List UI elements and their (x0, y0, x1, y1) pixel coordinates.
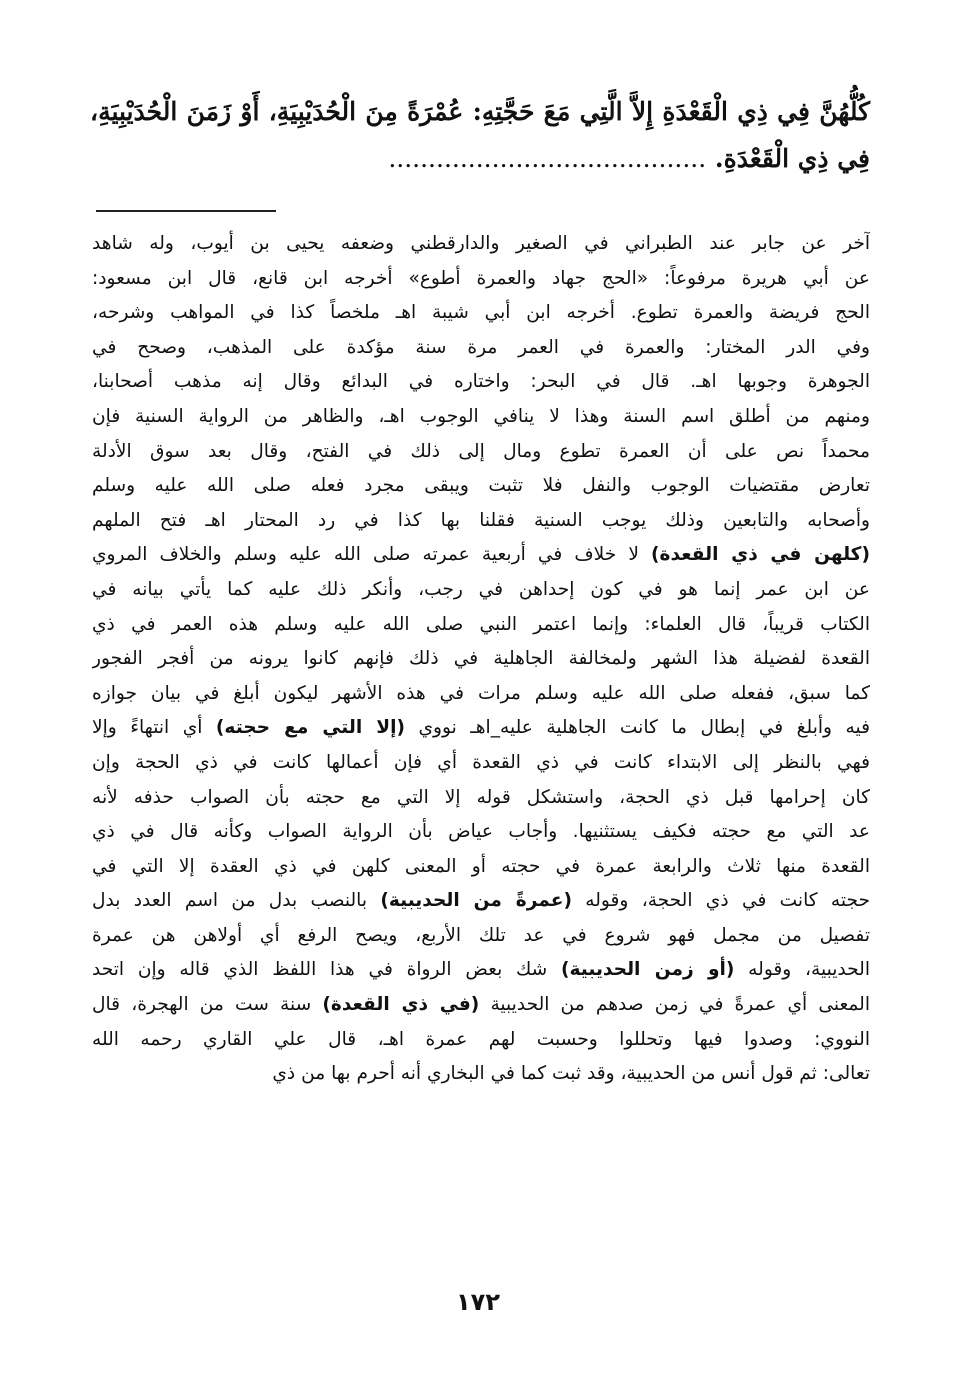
commentary-text: الحديبية، وقوله (734, 959, 870, 981)
commentary-footnote (92, 227, 870, 1092)
commentary-line (92, 608, 870, 643)
hadith-trailing-dots: ........................................ (388, 144, 707, 173)
commentary-text: الحج فريضة والعمرة تطوع. أخرجه ابن أبي شيبة اهـ ملخصاً كذا في المواهب وشرحه، (92, 302, 870, 324)
quoted-hadith-phrase: (في ذي القعدة) (322, 994, 480, 1016)
footnote-separator-rule (96, 210, 276, 212)
commentary-text: أي انتهاءً وإلا (92, 717, 216, 739)
commentary-text: ومنهم من أطلق اسم السنة وهذا لا ينافي الوجوب اهـ، والظاهر من الرواية السنية فإن (92, 405, 870, 427)
commentary-text: حجته كانت في ذي الحجة، وقوله (571, 890, 870, 912)
quoted-hadith-phrase: (إلا التي مع حجته) (215, 717, 405, 739)
commentary-line (92, 296, 870, 331)
commentary-text: فيه وأبلغ في إبطال ما كانت الجاهلية عليه_اهـ نووي (404, 717, 870, 739)
commentary-line (92, 262, 870, 297)
page-number: ١٧٢ (456, 1288, 500, 1316)
hadith-text-block (90, 88, 870, 182)
commentary-text: القعدة لفضيلة هذا الشهر ولمخالفة الجاهلية في ذلك فإنهم كانوا يرونه من أفجر الفجور (92, 648, 870, 670)
commentary-text: وأصحابه والتابعين وذلك يوجب السنية فقلنا بها كذا في رد المحتار اهـ فتح الملهم (92, 509, 870, 531)
hadith-text: كُلُّهُنَّ فِي ذِي الْقَعْدَةِ إِلاَّ الَّتِي مَعَ حَجَّتِهِ: عُمْرَةً مِنَ الْحُدَيْبِيَةِ، أَوْ زَمَنَ الْحُدَيْبِيَةِ، فِي ذِي الْقَعْدَةِ. (90, 97, 870, 173)
quoted-hadith-phrase: (كلهن في ذي القعدة) (651, 544, 870, 566)
commentary-line (92, 746, 870, 781)
commentary-line (92, 435, 870, 470)
commentary-line (92, 1057, 870, 1092)
commentary-text: النووي: وصدوا فيها وتحللوا وحسبت لهم عمرة اهـ، قال علي القاري رحمه الله (92, 1028, 870, 1050)
commentary-line (92, 815, 870, 850)
commentary-line (92, 573, 870, 608)
commentary-line (92, 227, 870, 262)
commentary-text: عن أبي هريرة مرفوعاً: «الحج جهاد والعمرة أطوع» أخرجه ابن قانع، قال ابن مسعود: (92, 267, 870, 289)
commentary-line (92, 1023, 870, 1058)
commentary-text: لا خلاف في أربعية عمرته صلى الله عليه وسلم والخلاف المروي (92, 544, 652, 566)
commentary-text: كان إحرامها قبل ذي الحجة، واستشكل قوله إلا التي مع حجته بأن الصواب حذفه لأنه (92, 786, 870, 808)
commentary-line (92, 781, 870, 816)
commentary-text: آخر عن جابر عند الطبراني في الصغير والدارقطني وضعفه يحيى بن أيوب، وله شاهد (92, 233, 870, 254)
commentary-line (92, 469, 870, 504)
commentary-line (92, 400, 870, 435)
commentary-line (92, 850, 870, 885)
commentary-text: الجوهرة وجوبها اهـ. قال في البحر: واختاره في البدائع وقال إنه مذهب أصحابنا، (92, 371, 870, 393)
commentary-text: محمداً نص على أن العمرة تطوع ومال إلى ذلك في الفتح، وقال بعد سوق الأدلة (92, 440, 870, 462)
commentary-text: فهي بالنظر إلى الابتداء كانت في ذي القعدة أي فإن أعمالها كانت في ذي الحجة وإن (92, 751, 870, 773)
commentary-line (92, 538, 870, 573)
commentary-text: المعنى أي عمرةً في زمن صدهم من الحديبية (479, 994, 870, 1016)
commentary-line (92, 642, 870, 677)
commentary-line (92, 919, 870, 954)
commentary-text: تعالى: ثم قول أنس من الحديبية، وقد ثبت كما في البخاري أنه أحرم بها من ذي (272, 1063, 870, 1085)
commentary-text: القعدة منها ثلاث والرابعة عمرة في حجته أو المعنى كلهن في ذي العقدة إلا التي في (92, 855, 870, 877)
commentary-text: كما سبق، ففعله صلى الله عليه وسلم مرات في هذه الأشهر ليكون أبلغ في بيان جوازه (92, 682, 870, 704)
commentary-line (92, 711, 870, 746)
commentary-text: وفي الدر المختار: والعمرة في العمر مرة سنة مؤكدة على المذهب، وصحح في (92, 336, 870, 358)
commentary-line (92, 884, 870, 919)
commentary-line (92, 988, 870, 1023)
commentary-text: شك بعض الرواة في هذا اللفظ الذي قاله وإن اتحد (92, 959, 561, 981)
commentary-line (92, 677, 870, 712)
commentary-text: بالنصب بدل من اسم العدد بدل (92, 890, 381, 912)
quoted-hadith-phrase: (عمرةً من الحديبية) (380, 890, 572, 912)
quoted-hadith-phrase: (أو زمن الحديبية) (561, 959, 735, 981)
commentary-text: تفصيل من مجمل فهو شروع في عد تلك الأربع، ويصح الرفع أي أولاهن هن عمرة (92, 924, 870, 946)
commentary-text: عن ابن عمر إنما هو في كون إحداهن في رجب، وأنكر ذلك عليه كما يأتي بيانه في (92, 578, 870, 600)
commentary-line (92, 331, 870, 366)
commentary-text: سنة ست من الهجرة، قال (92, 994, 323, 1016)
commentary-text: تعارض مقتضيات الوجوب والنفل فلا تثبت ويبقى مجرد فعله صلى الله عليه وسلم (92, 475, 870, 497)
commentary-line (92, 365, 870, 400)
commentary-line (92, 953, 870, 988)
commentary-text: الكتاب قريباً، قال العلماء: وإنما اعتمر النبي صلى الله عليه وسلم هذه العمر في ذي (92, 613, 870, 635)
commentary-line (92, 504, 870, 539)
commentary-text: عد التي مع حجته فكيف يستثنيها. وأجاب عياض بأن الرواية الصواب وكأنه قال في ذي (92, 821, 870, 843)
